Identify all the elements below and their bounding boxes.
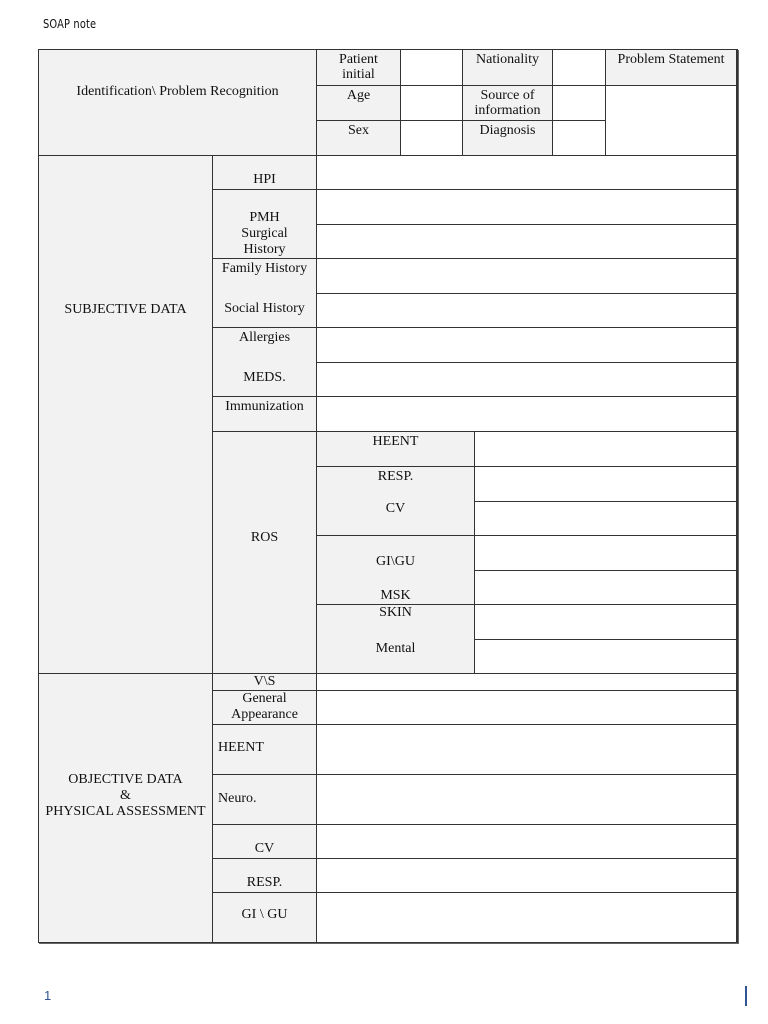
immunization-field[interactable] [317,397,737,432]
vs-field[interactable] [317,674,737,691]
document-title: SOAP note [43,17,97,31]
ros-resp-field[interactable] [475,467,737,502]
problem-statement-field[interactable] [606,86,737,156]
ros-heent-field[interactable] [475,432,737,467]
ros-heent-text: HEENT [372,434,419,449]
vs-label [213,674,317,691]
hpi-text: HPI [253,172,276,187]
diagnosis-label [463,121,553,156]
obj-heent-label [213,725,317,775]
ros-resp-cv-label [317,467,475,536]
diagnosis-text: Diagnosis [479,123,536,138]
ros-gigu-text: GI\GU [376,554,415,569]
age-field[interactable] [401,86,463,121]
obj-heent-text: HEENT [218,739,264,755]
hpi-label [213,156,317,190]
subjective-section-label [39,156,213,674]
identification-section-label [39,50,317,156]
general-appearance-text: General Appearance [231,691,298,722]
sex-field[interactable] [401,121,463,156]
obj-cv-field[interactable] [317,825,737,859]
allergies-meds-label [213,328,317,397]
subjective-label: SUBJECTIVE DATA [64,301,187,317]
meds-text: MEDS. [243,370,286,385]
gi-gu-field[interactable] [317,893,737,942]
objective-label-line1: OBJECTIVE DATA [68,771,183,787]
sex-text: Sex [348,123,369,138]
patient-initial-label [317,50,401,86]
ros-msk-field[interactable] [475,571,737,605]
age-text: Age [346,88,371,103]
problem-statement-text: Problem Statement [617,52,725,67]
identification-label: Identification\ Problem Recognition [76,83,279,99]
objective-label-group [45,772,205,820]
page-number: 1 [44,988,52,1003]
ros-msk-text: MSK [380,588,411,603]
general-appearance-label [213,691,317,725]
immunization-text: Immunization [225,399,304,414]
age-label [317,86,401,121]
immunization-label [213,397,317,432]
objective-label-line2: & [120,787,131,803]
allergies-text: Allergies [238,330,291,345]
nationality-label [463,50,553,86]
social-history-field[interactable] [317,294,737,328]
source-of-information-text: Source of information [474,88,541,118]
surgical-history-text: Surgical History [241,226,288,257]
surgical-history-field[interactable] [317,225,737,259]
nationality-text: Nationality [476,52,539,67]
ros-skin-field[interactable] [475,605,737,640]
soap-note-table [38,49,738,943]
source-of-information-field[interactable] [553,86,606,121]
obj-cv-label [213,825,317,859]
objective-label-line3: PHYSICAL ASSESSMENT [45,803,206,819]
ros-gigu-field[interactable] [475,536,737,571]
vs-text: V\S [253,674,276,689]
ros-resp-text: RESP. [377,469,414,484]
ros-skin-mental-label [317,605,475,674]
ros-cv-field[interactable] [475,502,737,536]
pmh-text: PMH [249,210,280,225]
ros-mental-field[interactable] [475,640,737,674]
ros-gigu-msk-label [317,536,475,605]
family-history-field[interactable] [317,259,737,294]
social-history-text: Social History [224,301,305,316]
nationality-field[interactable] [553,50,606,86]
ros-cv-text: CV [385,501,406,516]
obj-resp-label [213,859,317,893]
diagnosis-field[interactable] [553,121,606,156]
obj-cv-text: CV [254,841,275,856]
patient-initial-text: Patient initial [339,52,378,82]
source-of-information-label [463,86,553,121]
sex-label [317,121,401,156]
general-appearance-field[interactable] [317,691,737,725]
patient-initial-field[interactable] [401,50,463,86]
ros-label [213,432,317,674]
neuro-label [213,775,317,825]
obj-resp-text: RESP. [246,875,283,890]
hpi-field[interactable] [317,156,737,190]
ros-mental-text: Mental [375,641,416,656]
objective-section-label [39,674,213,942]
ros-text: ROS [250,529,279,545]
problem-statement-label [606,50,737,86]
ros-skin-text: SKIN [379,605,412,620]
family-social-history-label [213,259,317,328]
meds-field[interactable] [317,363,737,397]
obj-resp-field[interactable] [317,859,737,893]
neuro-text: Neuro. [218,790,257,806]
allergies-field[interactable] [317,328,737,363]
page-number-bar [745,986,747,1006]
family-history-text: Family History [221,261,308,276]
pmh-field[interactable] [317,190,737,225]
gi-gu-text: GI \ GU [241,906,288,922]
neuro-field[interactable] [317,775,737,825]
obj-heent-field[interactable] [317,725,737,775]
ros-heent-label [317,432,475,467]
pmh-surgical-label [213,190,317,259]
gi-gu-label [213,893,317,942]
